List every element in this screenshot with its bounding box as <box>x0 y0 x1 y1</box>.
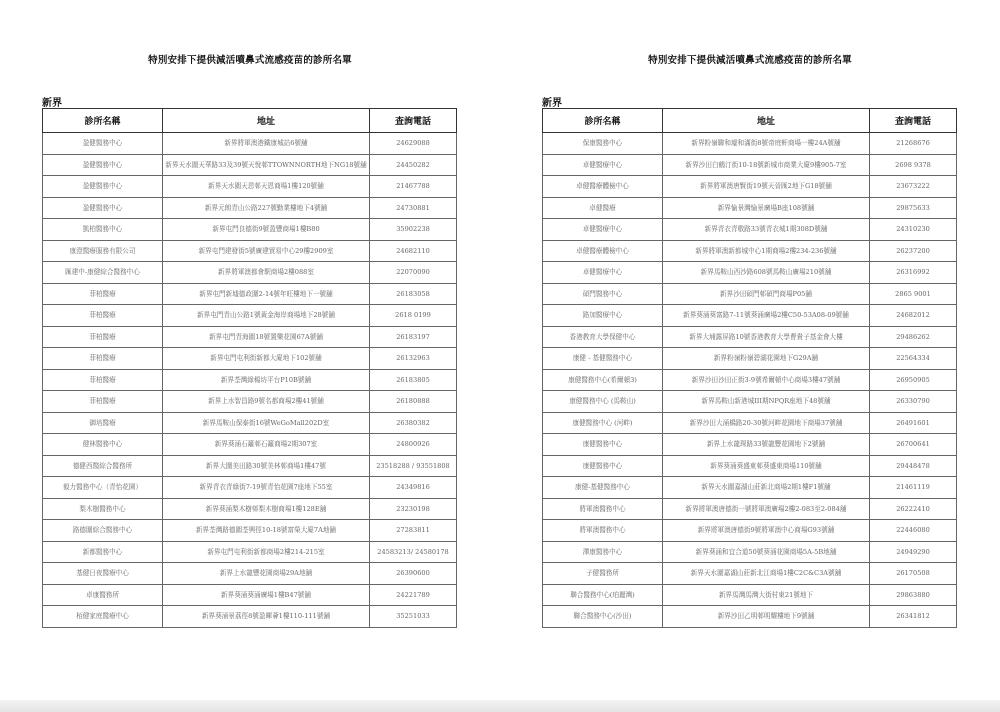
address-cell: 新界馬鞍山新港城III期NPQR座地下48號舖 <box>663 391 870 413</box>
address-cell: 新界沙田大涌橋路20-30號河畔花園地下商場37號舖 <box>663 412 870 434</box>
address-cell: 新界沙田碩門邨碩門商場P05舖 <box>663 283 870 305</box>
phone-cell: 23230198 <box>370 498 457 520</box>
clinic-name-cell: 康健醫務中心 (馬鞍山) <box>543 391 663 413</box>
clinic-name-cell: 卓健醫療中心 <box>543 154 663 176</box>
table-row <box>543 520 957 542</box>
viewer-bottom-edge <box>0 700 1000 712</box>
clinic-name-cell: 卓康醫務所 <box>43 584 163 606</box>
phone-cell: 26700641 <box>870 434 957 456</box>
address-cell: 新界馬鞍山保泰街16號WeGoMall202D室 <box>163 412 370 434</box>
phone-cell: 26132963 <box>370 348 457 370</box>
document-page-right <box>500 0 1000 700</box>
clinic-name-cell: 康健-基健醫務中心 <box>543 477 663 499</box>
table-row <box>43 520 457 542</box>
address-cell: 新界天水圍天華路33及39號天悅邨TTOWNNORTH地下NG18號舖 <box>163 154 370 176</box>
clinic-name-cell: 菲柏醫療 <box>43 326 163 348</box>
clinic-name-cell: 聯合醫務中心(珀麗灣) <box>543 584 663 606</box>
phone-cell: 29863880 <box>870 584 957 606</box>
clinic-name-cell: 盈健醫務中心 <box>43 154 163 176</box>
table-row <box>543 412 957 434</box>
table-row <box>43 240 457 262</box>
address-cell: 新界青衣青敬路33號青衣城1期308D號舖 <box>663 219 870 241</box>
phone-cell: 21268676 <box>870 133 957 155</box>
table-row <box>543 477 957 499</box>
phone-cell: 35902238 <box>370 219 457 241</box>
address-cell: 新界沙田乙明邨明耀樓地下9號舖 <box>663 606 870 628</box>
phone-cell: 26341812 <box>870 606 957 628</box>
address-cell: 新界天水圍天恩邨天恩商場1樓120號舖 <box>163 176 370 198</box>
address-cell: 新界沙田沙田正街3-9號希爾頓中心商場3樓47號舖 <box>663 369 870 391</box>
address-cell: 新界屯門良德街9號盈豐商場1樓B80 <box>163 219 370 241</box>
table-row <box>43 326 457 348</box>
clinic-name-cell: 香港教育大學保健中心 <box>543 326 663 348</box>
phone-cell: 24682012 <box>870 305 957 327</box>
clinic-name-cell: 新都醫務中心 <box>43 541 163 563</box>
table-row <box>543 584 957 606</box>
table-row <box>43 369 457 391</box>
table-row <box>43 283 457 305</box>
clinic-name-cell: 凱柏醫務中心 <box>43 219 163 241</box>
phone-cell: 22446080 <box>870 520 957 542</box>
phone-cell: 26183058 <box>370 283 457 305</box>
phone-cell: 24221789 <box>370 584 457 606</box>
phone-cell: 24310230 <box>870 219 957 241</box>
phone-cell: 26170508 <box>870 563 957 585</box>
address-cell: 新界馬灣馬灣大街村東21號地下 <box>663 584 870 606</box>
phone-cell: 2618 0199 <box>370 305 457 327</box>
address-cell: 新界沙田白鶴汀街10-18號新城市商業大廈9樓905-7室 <box>663 154 870 176</box>
clinic-name-cell: 御培醫療 <box>43 412 163 434</box>
phone-cell: 26316992 <box>870 262 957 284</box>
address-cell: 新界荃灣路德圍荃興徑10-18號富榮大廈7A地舖 <box>163 520 370 542</box>
clinic-name-cell: 卓健醫療 <box>543 197 663 219</box>
clinic-name-cell: 康健醫務中心 (河畔) <box>543 412 663 434</box>
address-cell: 新界馬鞍山西沙路608號馬鞍山廣場210號舖 <box>663 262 870 284</box>
table-row <box>543 176 957 198</box>
phone-cell: 22564334 <box>870 348 957 370</box>
phone-cell: 24730881 <box>370 197 457 219</box>
address-cell: 新界粉嶺粉嶺碧湖花園地下G29A舖 <box>663 348 870 370</box>
document-title: 特別安排下提供減活噴鼻式流感疫苗的診所名單 <box>148 55 352 66</box>
table-row <box>43 563 457 585</box>
phone-cell: 26950905 <box>870 369 957 391</box>
address-cell: 新界大圍美田路30號美林邨商場1樓47號 <box>163 455 370 477</box>
address-cell: 新界將軍澳唐德街9號將軍澳中心商場G93號舖 <box>663 520 870 542</box>
clinic-name-cell: 梨木樹醫務中心 <box>43 498 163 520</box>
clinic-name-cell: 將軍澳醫務中心 <box>543 520 663 542</box>
table-row <box>543 154 957 176</box>
phone-cell: 24583213/ 24580178 <box>370 541 457 563</box>
clinic-table <box>542 108 957 628</box>
table-row <box>43 606 457 628</box>
address-cell: 新界上水龍琛路33號龍豐花園地下2號舖 <box>663 434 870 456</box>
clinic-name-cell: 匯建中-康健綜合醫務中心 <box>43 262 163 284</box>
clinic-name-cell: 卓健醫療中心 <box>543 219 663 241</box>
clinic-table <box>42 108 457 628</box>
clinic-name-cell: 將軍澳醫務中心 <box>543 498 663 520</box>
table-header-row <box>43 109 457 133</box>
phone-cell: 24349816 <box>370 477 457 499</box>
address-cell: 新界愉景灣愉景廣場B座108號舖 <box>663 197 870 219</box>
table-row <box>43 219 457 241</box>
clinic-name-cell: 健林醫務中心 <box>43 434 163 456</box>
phone-cell: 24949290 <box>870 541 957 563</box>
region-heading: 新界 <box>42 98 62 109</box>
column-header-phone: 查詢電話 <box>370 109 457 133</box>
table-row <box>543 348 957 370</box>
table-row <box>43 176 457 198</box>
address-cell: 新界荃灣綠楊坊平台P10B號舖 <box>163 369 370 391</box>
phone-cell: 26380382 <box>370 412 457 434</box>
clinic-name-cell: 康健醫務中心 <box>543 455 663 477</box>
clinic-name-cell: 澤康醫務中心 <box>543 541 663 563</box>
column-header-address: 地址 <box>663 109 870 133</box>
clinic-name-cell: 卓健醫療中心 <box>543 262 663 284</box>
address-cell: 新界元朗青山公路227號勤業樓地下4號舖 <box>163 197 370 219</box>
column-header-address: 地址 <box>163 109 370 133</box>
table-row <box>543 498 957 520</box>
address-cell: 新界葵涌葵涌廣場1樓B47號舖 <box>163 584 370 606</box>
clinic-name-cell: 康健 - 基健醫務中心 <box>543 348 663 370</box>
table-row <box>43 262 457 284</box>
address-cell: 新界葵涌梨木樹邨梨木樹商場1樓128E舖 <box>163 498 370 520</box>
table-row <box>543 606 957 628</box>
phone-cell: 22070090 <box>370 262 457 284</box>
column-header-clinic-name: 診所名稱 <box>543 109 663 133</box>
table-row <box>543 326 957 348</box>
phone-cell: 21467788 <box>370 176 457 198</box>
table-row <box>43 348 457 370</box>
phone-cell: 21461119 <box>870 477 957 499</box>
table-row <box>543 455 957 477</box>
phone-cell: 35251033 <box>370 606 457 628</box>
table-row <box>43 498 457 520</box>
clinic-name-cell: 康澄醫療服務有限公司 <box>43 240 163 262</box>
address-cell: 新界葵涌石籬邨石籬商場2期307室 <box>163 434 370 456</box>
phone-cell: 2865 9001 <box>870 283 957 305</box>
column-header-clinic-name: 診所名稱 <box>43 109 163 133</box>
phone-cell: 23518288 / 93551808 <box>370 455 457 477</box>
phone-cell: 26491601 <box>870 412 957 434</box>
address-cell: 新界葵涌葵盛東邨葵盛東商場110號舖 <box>663 455 870 477</box>
phone-cell: 26390600 <box>370 563 457 585</box>
address-cell: 新界屯門青山公路1號黃金海岸商場地下28號舖 <box>163 305 370 327</box>
phone-cell: 24629088 <box>370 133 457 155</box>
clinic-name-cell: 康健醫務中心 <box>543 434 663 456</box>
phone-cell: 26183805 <box>370 369 457 391</box>
clinic-name-cell: 基健日夜醫療中心 <box>43 563 163 585</box>
address-cell: 新界天水圍嘉湖山莊新北商場2期1樓F1號舖 <box>663 477 870 499</box>
address-cell: 新界屯門青海圍18號置樂花園67A號舖 <box>163 326 370 348</box>
table-row <box>543 369 957 391</box>
clinic-name-cell: 路德圍綜合醫務中心 <box>43 520 163 542</box>
address-cell: 新界將軍澳新都城中心1期商場2樓234-236號舖 <box>663 240 870 262</box>
clinic-name-cell: 菲柏醫療 <box>43 348 163 370</box>
table-row <box>43 391 457 413</box>
phone-cell: 24450282 <box>370 154 457 176</box>
address-cell: 新界將軍澳港鐵康城站6號舖 <box>163 133 370 155</box>
clinic-name-cell: 菲柏醫療 <box>43 369 163 391</box>
region-heading: 新界 <box>542 98 562 109</box>
address-cell: 新界葵涌葵富路7-11號葵涌廣場2樓C50-53A08-09號舖 <box>663 305 870 327</box>
clinic-name-cell: 菲柏醫療 <box>43 391 163 413</box>
table-row <box>43 197 457 219</box>
table-row <box>43 541 457 563</box>
phone-cell: 26330790 <box>870 391 957 413</box>
address-cell: 新界將軍澳都會駅商場2樓088室 <box>163 262 370 284</box>
table-row <box>543 262 957 284</box>
phone-cell: 29486262 <box>870 326 957 348</box>
phone-cell: 26237200 <box>870 240 957 262</box>
table-row <box>43 477 457 499</box>
phone-cell: 26222410 <box>870 498 957 520</box>
phone-cell: 2698 9378 <box>870 154 957 176</box>
phone-cell: 23673222 <box>870 176 957 198</box>
table-row <box>543 283 957 305</box>
table-row <box>543 434 957 456</box>
phone-cell: 26180888 <box>370 391 457 413</box>
table-row <box>543 197 957 219</box>
clinic-name-cell: 菲柏醫療 <box>43 283 163 305</box>
phone-cell: 29875633 <box>870 197 957 219</box>
table-header-row <box>543 109 957 133</box>
table-row <box>43 412 457 434</box>
clinic-name-cell: 毅力醫務中心（青怡花園） <box>43 477 163 499</box>
address-cell: 新界將軍澳唐賢街19號天晉匯2地下G18號舖 <box>663 176 870 198</box>
clinic-name-cell: 盈健醫務中心 <box>43 197 163 219</box>
address-cell: 新界葵涌和宜合道50號葵涌花園商場5A-5B地舖 <box>663 541 870 563</box>
table-row <box>43 584 457 606</box>
address-cell: 新界屯門新墟德政圍2-14號年旺樓地下一號舖 <box>163 283 370 305</box>
address-cell: 新界青衣青綠街7-19號青怡花園7座地下55室 <box>163 477 370 499</box>
clinic-name-cell: 聯合醫務中心(沙田) <box>543 606 663 628</box>
table-row <box>43 305 457 327</box>
clinic-name-cell: 子健醫務所 <box>543 563 663 585</box>
table-row <box>543 133 957 155</box>
clinic-name-cell: 盈健醫務中心 <box>43 176 163 198</box>
table-row <box>543 240 957 262</box>
phone-cell: 29448478 <box>870 455 957 477</box>
column-header-phone: 查詢電話 <box>870 109 957 133</box>
clinic-name-cell: 盈健醫務中心 <box>43 133 163 155</box>
address-cell: 新界上水龍豐花園商場29A地舖 <box>163 563 370 585</box>
document-title: 特別安排下提供減活噴鼻式流感疫苗的診所名單 <box>648 55 852 66</box>
address-cell: 新界屯門屯利街新都大廈地下102號舖 <box>163 348 370 370</box>
clinic-name-cell: 路加醫療中心 <box>543 305 663 327</box>
address-cell: 新界粉嶺聯和墟和滿街8號帝庭軒商場一樓24A號舖 <box>663 133 870 155</box>
table-row <box>43 434 457 456</box>
clinic-name-cell: 卓健醫療體檢中心 <box>543 176 663 198</box>
table-row <box>43 455 457 477</box>
address-cell: 新界屯門屯利街新都商場2樓214-215室 <box>163 541 370 563</box>
phone-cell: 26183197 <box>370 326 457 348</box>
address-cell: 新界屯門建發街5號廣建貿易中心29樓2909室 <box>163 240 370 262</box>
table-row <box>543 563 957 585</box>
clinic-name-cell: 卓健醫療體檢中心 <box>543 240 663 262</box>
phone-cell: 24800926 <box>370 434 457 456</box>
clinic-name-cell: 栢健家庭醫療中心 <box>43 606 163 628</box>
table-row <box>543 541 957 563</box>
clinic-name-cell: 菲柏醫療 <box>43 305 163 327</box>
address-cell: 新界大埔露屏路10號香港教育大學曹貴子基金會大樓 <box>663 326 870 348</box>
address-cell: 新界葵涌景荔徑8號盈暉薈1樓110-111號舖 <box>163 606 370 628</box>
address-cell: 新界上水智昌路9號名都商場2樓41號舖 <box>163 391 370 413</box>
clinic-name-cell: 德健西醫綜合醫務所 <box>43 455 163 477</box>
table-row <box>543 219 957 241</box>
table-row <box>43 133 457 155</box>
phone-cell: 27283811 <box>370 520 457 542</box>
phone-cell: 24682110 <box>370 240 457 262</box>
document-page-left <box>0 0 500 700</box>
table-row <box>543 305 957 327</box>
table-row <box>43 154 457 176</box>
address-cell: 新界將軍澳唐德街一號將軍澳廣場2樓2-083至2-084舖 <box>663 498 870 520</box>
clinic-name-cell: 康健醫務中心(希爾頓3) <box>543 369 663 391</box>
table-row <box>543 391 957 413</box>
address-cell: 新界天水圍嘉湖山莊新北江商場1樓C2C&C3A號舖 <box>663 563 870 585</box>
clinic-name-cell: 保康醫務中心 <box>543 133 663 155</box>
clinic-name-cell: 碩門醫務中心 <box>543 283 663 305</box>
